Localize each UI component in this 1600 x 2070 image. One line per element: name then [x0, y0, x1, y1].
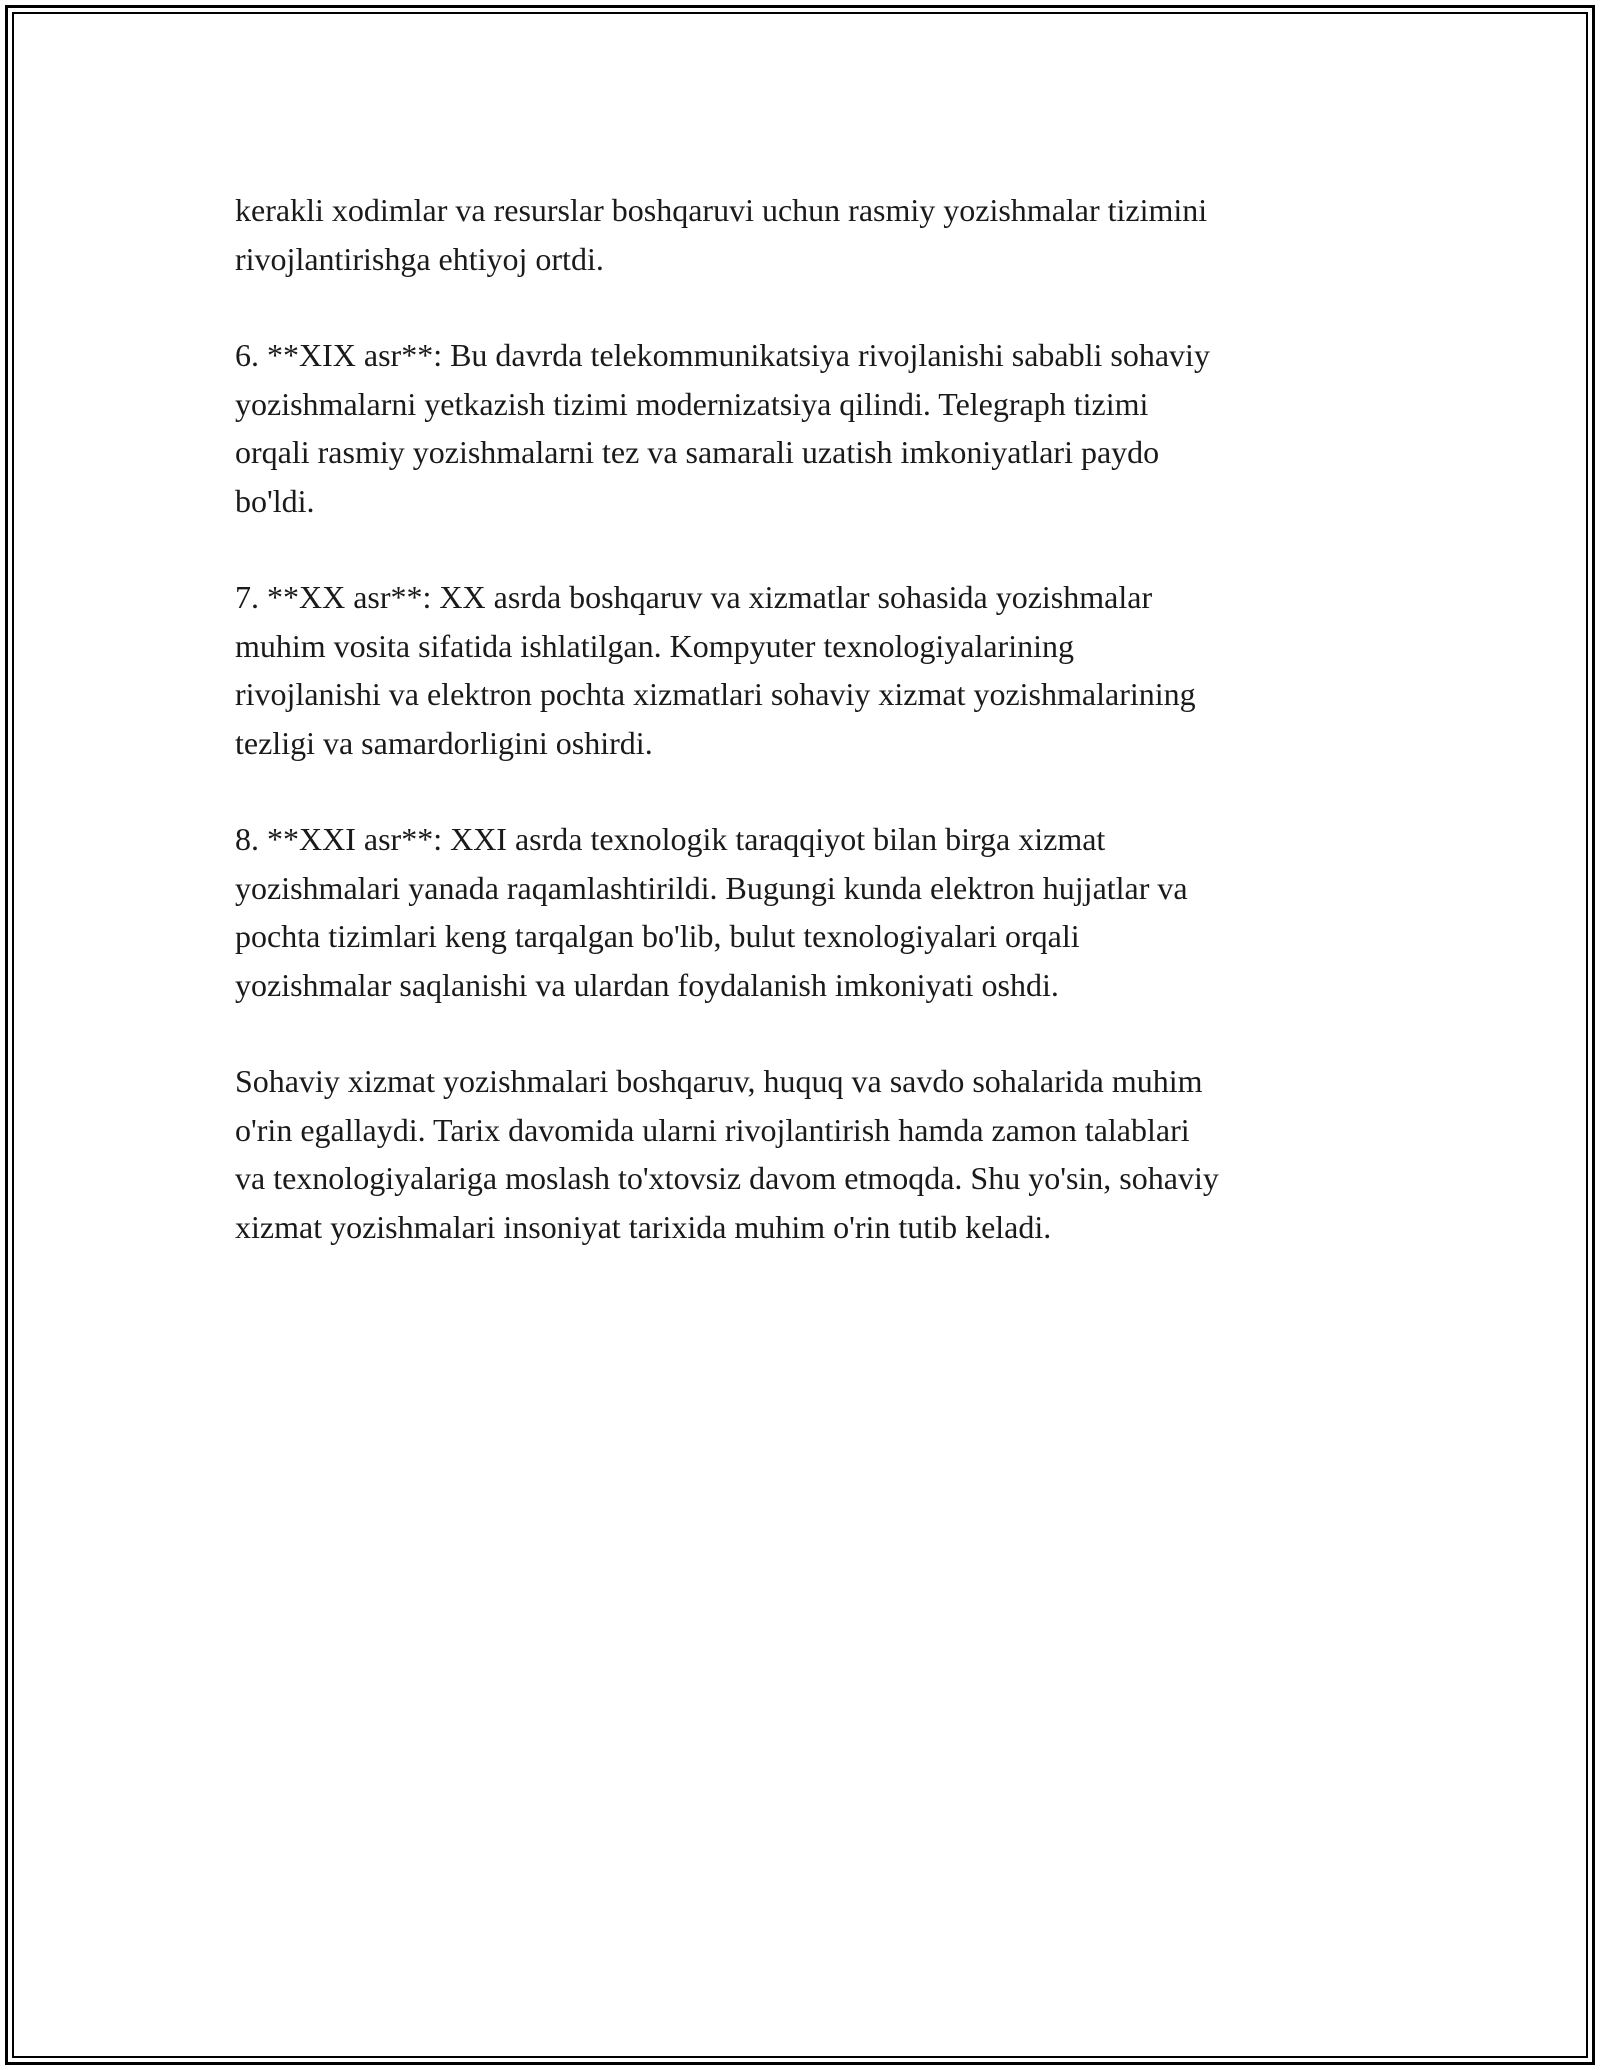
paragraph-conclusion: Sohaviy xizmat yozishmalari boshqaruv, huquq va savdo sohalarida muhim o'rin egallaydi. Tarix davomida ularni rivojlantirish hamda zamon talablari va texnologiyalariga moslash to'xtovsiz davom etmoqda. Shu yo'sin, sohaviy xizmat yozishmalari insoniyat tarixida muhim o'rin tutib keladi.: [235, 1063, 1219, 1245]
paragraph-continuation: kerakli xodimlar va resurslar boshqaruvi uchun rasmiy yozishmalar tizimini rivojlantirishga ehtiyoj ortdi.: [235, 192, 1208, 277]
paragraph-item-8: 8. **XXI asr**: XXI asrda texnologik taraqqiyot bilan birga xizmat yozishmalari yanada raqamlashtirildi. Bugungi kunda elektron hujjatlar va pochta tizimlari keng tarqalgan bo'lib, bulut texnologiyalari orqali yozishmalar saqlanishi va ulardan foydalanish imkoniyati oshdi.: [235, 821, 1188, 1003]
paragraph-item-6: 6. **XIX asr**: Bu davrda telekommunikatsiya rivojlanishi sababli sohaviy yozishmalarni yetkazish tizimi modernizatsiya qilindi. Telegraph tizimi orqali rasmiy yozishmalarni tez va samarali uzatish imkoniyatlari paydo bo'ldi.: [235, 337, 1210, 519]
paragraph-item-7: 7. **XX asr**: XX asrda boshqaruv va xizmatlar sohasida yozishmalar muhim vosita sifatida ishlatilgan. Kompyuter texnologiyalarining rivojlanishi va elektron pochta xizmatlari sohaviy xizmat yozishmalarining tezligi va samardorligini oshirdi.: [235, 579, 1196, 761]
document-body: [235, 186, 1395, 1299]
